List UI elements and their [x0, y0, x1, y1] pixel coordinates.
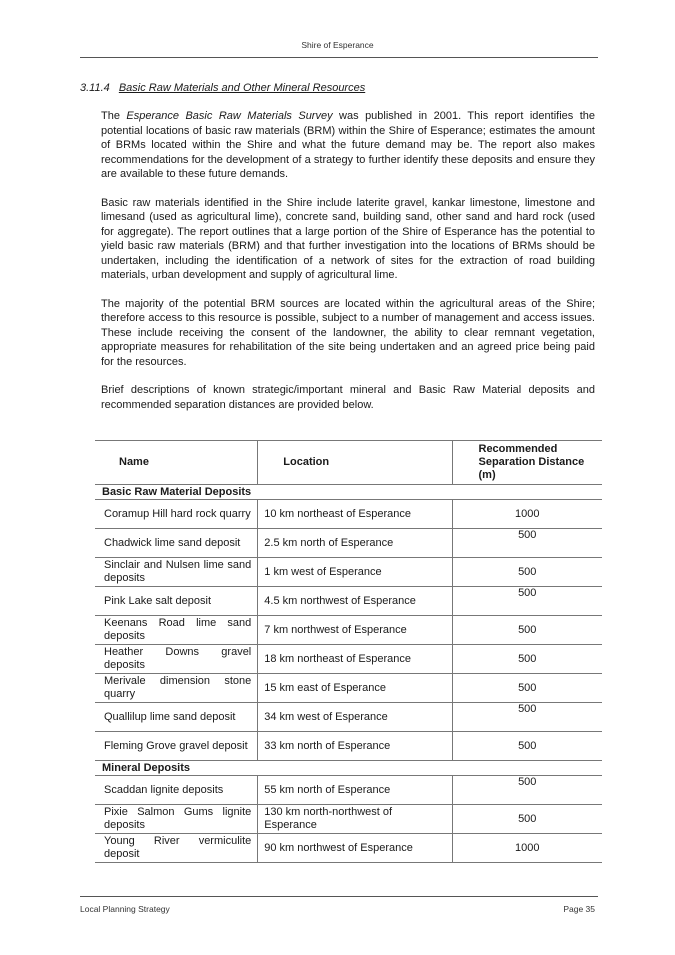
deposit-name: Coramup Hill hard rock quarry	[95, 500, 258, 529]
deposit-name: Sinclair and Nulsen lime sand deposits	[95, 558, 258, 587]
separation-distance: 500	[452, 587, 602, 616]
table-row	[95, 732, 602, 761]
page-number: Page 35	[563, 904, 595, 914]
separation-distance: 500	[452, 732, 602, 761]
footer-divider	[80, 896, 598, 897]
separation-distance: 500	[452, 529, 602, 558]
page-header: Shire of Esperance	[301, 40, 374, 50]
table-row	[95, 558, 602, 587]
footer-document-title: Local Planning Strategy	[80, 904, 170, 914]
header-location: Location	[258, 441, 452, 485]
separation-distance: 500	[452, 703, 602, 732]
separation-distance-table	[95, 440, 602, 863]
table-row	[95, 500, 602, 529]
deposit-location: 18 km northeast of Esperance	[258, 645, 452, 674]
separation-distance: 500	[452, 776, 602, 805]
deposit-location: 34 km west of Esperance	[258, 703, 452, 732]
deposit-location: 15 km east of Esperance	[258, 674, 452, 703]
section-number: 3.11.4	[80, 82, 110, 94]
deposit-name: Young River vermiculite deposit	[95, 834, 258, 863]
table-row	[95, 587, 602, 616]
separation-distance: 500	[452, 558, 602, 587]
deposit-location: 1 km west of Esperance	[258, 558, 452, 587]
table-row	[95, 703, 602, 732]
separation-distance: 1000	[452, 500, 602, 529]
section-heading	[80, 82, 365, 94]
deposit-name: Pink Lake salt deposit	[95, 587, 258, 616]
table-row	[95, 674, 602, 703]
paragraph-2: Basic raw materials identified in the Shire include laterite gravel, kankar limestone, limestone and limesand (used as agricultural lime), concrete sand, building sand, other sand and hard rock (used for aggregate). The report outlines that a large portion of the Shire of Esperance has the potential to yield basic raw materials (BRM) and that further investigation into the locations of BRMs should be undertaken, including the identification of a network of sites for the extraction of road building materials, urban development and supply of agricultural lime.	[101, 196, 595, 281]
paragraph-1-rest: was published in 2001. This report identifies the potential locations of basic raw materials (BRM) within the Shire of Esperance; estimates the amount of BRMs located within the Shire and what the future demand may be. The report also makes recommendations for the development of a strategy to further identify these deposits and ensure they are available to these future demands.	[101, 110, 596, 180]
paragraph-1-prefix: The	[101, 110, 127, 122]
deposit-location: 55 km north of Esperance	[258, 776, 452, 805]
deposit-name: Heather Downs gravel deposits	[95, 645, 258, 674]
table-row	[95, 529, 602, 558]
deposit-name: Quallilup lime sand deposit	[95, 703, 258, 732]
table-row	[95, 805, 602, 834]
paragraph-1	[101, 109, 595, 182]
deposit-name: Pixie Salmon Gums lignite deposits	[95, 805, 258, 834]
deposit-location: 130 km north-northwest of Esperance	[258, 805, 452, 834]
deposit-location: 90 km northwest of Esperance	[258, 834, 452, 863]
separation-distance: 500	[452, 805, 602, 834]
group-title: Basic Raw Material Deposits	[95, 485, 602, 500]
paragraph-4: Brief descriptions of known strategic/important mineral and Basic Raw Material deposits and recommended separation distances are provided below.	[101, 384, 595, 411]
separation-distance: 500	[452, 645, 602, 674]
section-title: Basic Raw Materials and Other Mineral Resources	[118, 82, 366, 94]
deposit-location: 2.5 km north of Esperance	[258, 529, 452, 558]
deposit-name: Merivale dimension stone quarry	[95, 674, 258, 703]
header-distance: Recommended Separation Distance (m)	[452, 441, 602, 485]
header-divider	[80, 57, 598, 58]
separation-distance: 1000	[452, 834, 602, 863]
table-row	[95, 776, 602, 805]
deposit-location: 10 km northeast of Esperance	[258, 500, 452, 529]
header-name: Name	[95, 441, 258, 485]
deposit-name: Scaddan lignite deposits	[95, 776, 258, 805]
deposit-location: 7 km northwest of Esperance	[258, 616, 452, 645]
group-title: Mineral Deposits	[95, 761, 602, 776]
separation-distance: 500	[452, 674, 602, 703]
deposit-location: 33 km north of Esperance	[258, 732, 452, 761]
table-row	[95, 834, 602, 863]
paragraph-3: The majority of the potential BRM sources are located within the agricultural areas of the Shire; therefore access to this resource is possible, subject to a number of management and access issues. These include receiving the consent of the landowner, the ability to clear remnant vegetation, appropriate measures for rehabilitation of the site being undertaken and an agreed price being paid for the resources.	[101, 297, 595, 368]
body-text	[101, 109, 595, 426]
deposit-name: Fleming Grove gravel deposit	[95, 732, 258, 761]
separation-distance: 500	[452, 616, 602, 645]
table-row	[95, 645, 602, 674]
deposit-name: Chadwick lime sand deposit	[95, 529, 258, 558]
table-row	[95, 616, 602, 645]
deposit-location: 4.5 km northwest of Esperance	[258, 587, 452, 616]
survey-title: Esperance Basic Raw Materials Survey	[126, 110, 333, 122]
deposit-name: Keenans Road lime sand deposits	[95, 616, 258, 645]
